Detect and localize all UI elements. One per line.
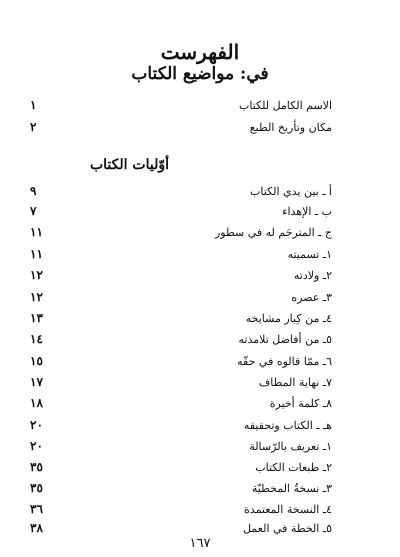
page-number: ١٦٧ xyxy=(189,536,211,551)
entry-page: ٣٦ xyxy=(30,502,43,516)
section-title: أوّليات الكتاب xyxy=(89,157,169,173)
toc-entry xyxy=(30,519,332,537)
entry-page: ١١ xyxy=(30,247,43,261)
toc-entry xyxy=(30,352,332,370)
entry-page: ١٢ xyxy=(30,290,43,304)
entry-label: ٧ـ نهاية المطاف xyxy=(258,375,332,389)
toc-entry xyxy=(30,118,332,136)
entry-label: ٥ـ الخطة في العمل xyxy=(243,521,332,535)
page-title: الفهرست xyxy=(160,40,240,64)
toc-entry xyxy=(30,330,332,348)
toc-entry xyxy=(30,500,332,518)
entry-label: ج ـ المترجَم له في سطور xyxy=(215,225,332,239)
entry-page: ١٥ xyxy=(30,354,43,368)
entry-label: ٦ـ ممّا قالوه في حقّه xyxy=(237,354,332,368)
entry-page: ١٤ xyxy=(30,332,43,346)
entry-label: ٢ـ ولادته xyxy=(293,268,332,282)
entry-page: ٢٠ xyxy=(30,439,43,453)
entry-page: ١٣ xyxy=(30,311,43,325)
toc-entry xyxy=(30,309,332,327)
entry-label: ٨ـ كلمة أخيرة xyxy=(269,396,332,410)
toc-entry xyxy=(30,437,332,455)
toc-entry xyxy=(30,202,332,220)
entry-page: ١٧ xyxy=(30,375,43,389)
entry-label: ١ـ تعريف بالرّسالة xyxy=(249,439,332,453)
toc-entry xyxy=(30,479,332,497)
toc-entry xyxy=(30,182,332,200)
entry-label: ٣ـ نسخةُ المخطيّة xyxy=(251,481,332,495)
entry-label: ب ـ الإهداء xyxy=(282,204,332,218)
entry-page: ١٢ xyxy=(30,268,43,282)
toc-entry xyxy=(30,96,332,114)
entry-label: هـ ـ الكتاب وتحقيقه xyxy=(243,418,332,432)
entry-page: ٣٨ xyxy=(30,521,43,535)
entry-page: ٣٥ xyxy=(30,460,43,474)
toc-entry xyxy=(30,288,332,306)
entry-label: ٤ـ النسخة المعتمدة xyxy=(244,502,332,516)
entry-label: الاسم الكامل للكتاب xyxy=(238,98,332,112)
toc-entry xyxy=(30,223,332,241)
entry-label: ٥ـ من أفاضل تلامذته xyxy=(238,332,332,346)
toc-entry xyxy=(30,416,332,434)
entry-page: ٧ xyxy=(30,204,37,218)
toc-entry xyxy=(30,266,332,284)
entry-page: ٣٥ xyxy=(30,481,43,495)
toc-entry xyxy=(30,245,332,263)
entry-page: ٢٠ xyxy=(30,418,43,432)
entry-label: مكان وتأريخ الطبع xyxy=(249,120,332,134)
entry-label: ١ـ تسميته xyxy=(287,247,332,261)
entry-label: ٢ـ طبعات الكتاب xyxy=(255,460,332,474)
entry-page: ١٨ xyxy=(30,396,43,410)
page-subtitle: في: مواضيع الكتاب xyxy=(131,64,269,84)
entry-page: ١١ xyxy=(30,225,43,239)
entry-label: أ ـ بين يدي الكتاب xyxy=(250,184,332,198)
entry-page: ٩ xyxy=(30,184,37,198)
entry-label: ٤ـ من كِبار مشايخه xyxy=(245,311,332,325)
toc-entry xyxy=(30,373,332,391)
entry-page: ١ xyxy=(30,98,37,112)
entry-page: ٢ xyxy=(30,120,37,134)
toc-entry xyxy=(30,394,332,412)
entry-label: ٣ـ عصره xyxy=(291,290,332,304)
toc-entry xyxy=(30,458,332,476)
